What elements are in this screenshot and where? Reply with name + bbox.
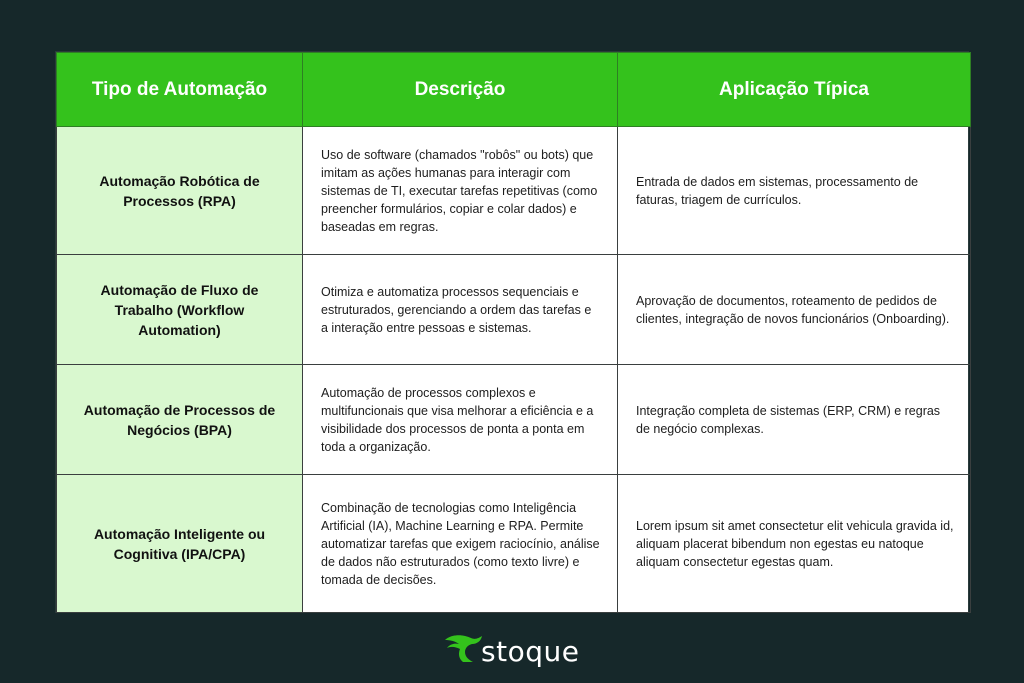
row-description-cell: Otimiza e automatiza processos sequenciais e estruturados, gerenciando a ordem das tarefas e a interação entre pessoas e sistemas. (303, 255, 618, 365)
header-application: Aplicação Típica (618, 53, 971, 127)
header-type: Tipo de Automação (57, 53, 303, 127)
row-description-cell: Uso de software (chamados "robôs" ou bots) que imitam as ações humanas para interagir com sistemas de TI, executar tarefas repetitivas (como preencher formulários, copiar e colar dados) e baseadas em regras. (303, 127, 618, 255)
row-description-cell: Automação de processos complexos e multifuncionais que visa melhorar a eficiência e a visibilidade dos processos de ponta a ponta em toda a organização. (303, 365, 618, 475)
row-type-cell: Automação de Processos de Negócios (BPA) (57, 365, 303, 475)
table-row (57, 127, 971, 255)
row-application-cell: Aprovação de documentos, roteamento de pedidos de clientes, integração de novos funcionários (Onboarding). (618, 255, 971, 365)
row-application-cell: Entrada de dados em sistemas, processamento de faturas, triagem de currículos. (618, 127, 971, 255)
table-row (57, 365, 971, 475)
kangaroo-icon (441, 632, 485, 668)
row-application-cell: Lorem ipsum sit amet consectetur elit vehicula gravida id, aliquam placerat bibendum non egestas eu natoque aliquam consectetur egestas quam. (618, 475, 971, 613)
row-description-cell: Combinação de tecnologias como Inteligência Artificial (IA), Machine Learning e RPA. Permite automatizar tarefas que exigem raciocínio, análise de dados não estruturados (como texto livre) e tomada de decisões. (303, 475, 618, 613)
table-row (57, 475, 971, 613)
stoque-logo (441, 628, 591, 672)
automation-table (55, 51, 969, 613)
row-application-cell: Integração completa de sistemas (ERP, CRM) e regras de negócio complexas. (618, 365, 971, 475)
table-row (57, 255, 971, 365)
row-type-cell: Automação Inteligente ou Cognitiva (IPA/CPA) (57, 475, 303, 613)
logo-text: stoque (481, 634, 580, 668)
table-header-row (57, 53, 971, 127)
header-description: Descrição (303, 53, 618, 127)
row-type-cell: Automação de Fluxo de Trabalho (Workflow Automation) (57, 255, 303, 365)
row-type-cell: Automação Robótica de Processos (RPA) (57, 127, 303, 255)
